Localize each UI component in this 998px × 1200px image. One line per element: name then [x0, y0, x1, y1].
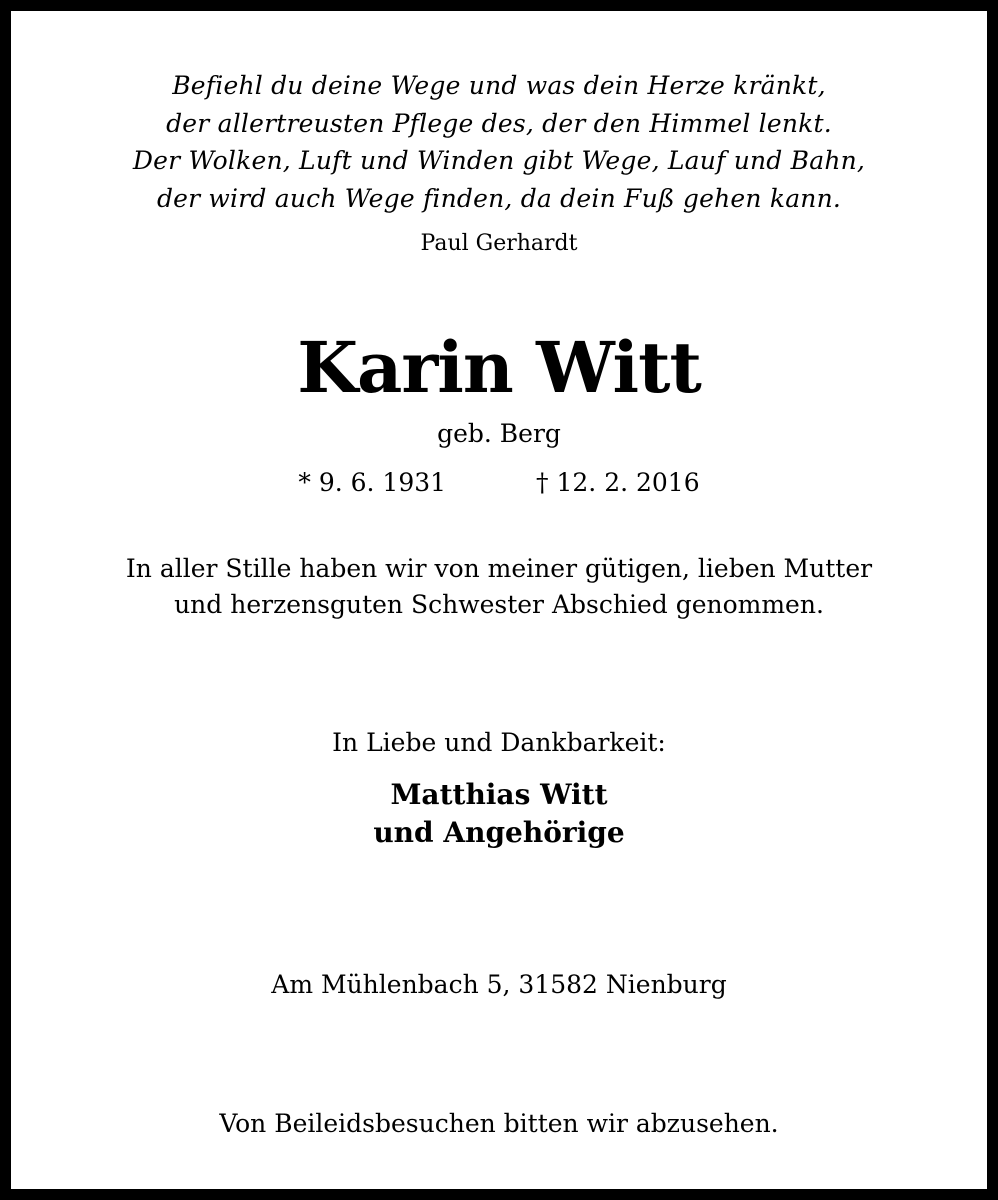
message-line: In aller Stille haben wir von meiner gütigen, lieben Mutter	[125, 554, 873, 583]
death-date: † 12. 2. 2016	[536, 468, 700, 497]
mourners-intro: In Liebe und Dankbarkeit:	[332, 728, 666, 757]
verse-author: Paul Gerhardt	[420, 231, 578, 256]
mourner-line: Matthias Witt	[390, 778, 608, 811]
address: Am Mühlenbach 5, 31582 Nienburg	[271, 970, 727, 999]
verse-line: der allertreusten Pflege des, der den Himmel lenkt.	[166, 108, 832, 138]
mourner-line: und Angehörige	[373, 816, 625, 849]
verse-line: der wird auch Wege finden, da dein Fuß gehen kann.	[156, 183, 842, 213]
mourners-names	[11, 776, 987, 852]
farewell-message	[11, 551, 987, 623]
verse-line: Befiehl du deine Wege und was dein Herze kränkt,	[172, 71, 826, 100]
closing-note: Von Beileidsbesuchen bitten wir abzusehen.	[219, 1109, 779, 1138]
maiden-name: geb. Berg	[437, 419, 561, 448]
verse-line: Der Wolken, Luft und Winden gibt Wege, Lauf und Bahn,	[132, 146, 866, 175]
message-line: und herzensguten Schwester Abschied genommen.	[174, 590, 824, 619]
birth-date: * 9. 6. 1931	[298, 468, 447, 497]
deceased-name: Karin Witt	[297, 326, 701, 409]
life-dates	[11, 466, 987, 500]
verse-quote	[11, 67, 987, 217]
